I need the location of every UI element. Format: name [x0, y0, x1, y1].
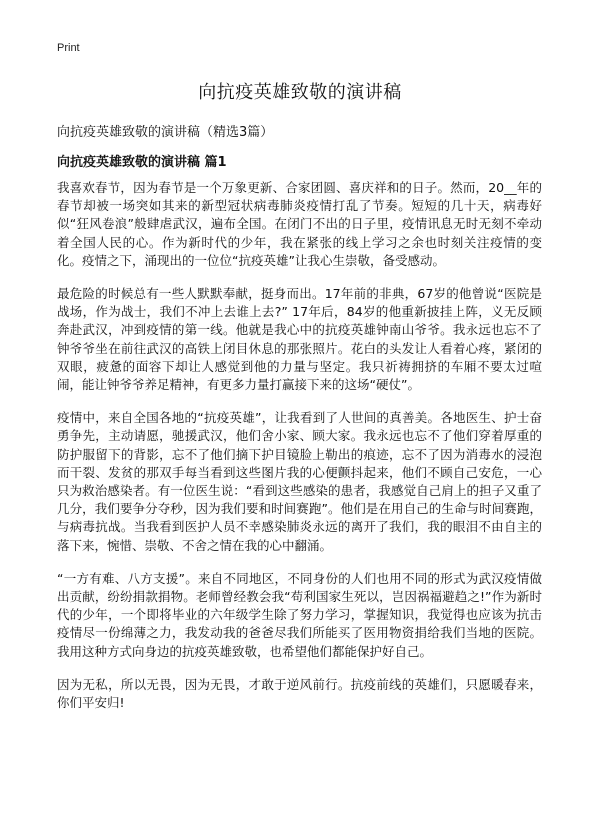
- paragraph: 疫情中，来自全国各地的“抗疫英雄”，让我看到了人世间的真善美。各地医生、护士奋勇争先，主动请愿，驰援武汉，他们舍小家、顾大家。我永远也忘不了他们穿着厚重的防护服留下的背影，忘不了他们摘下护目镜脸上勒出的痕迹，忘不了因为消毒水的浸泡而干裂、发贫的那双手每当看到这些图片我的心便颤抖起来，他们不顾自己安危，一心只为救治感染者。有一位医生说：“看到这些感染的患者，我感觉自己肩上的担子又重了几分，我们要争分夺秒，因为我们要和时间赛跑”。他们是在用自己的生命与时间赛跑，与病毒抗战。当我看到医护人员不幸感染肺炎永远的离开了我们，我的眼泪不由自主的落下来，惋惜、崇敬、不舍之情在我的心中翻涌。: [57, 410, 542, 553]
- paragraph: 我喜欢春节，因为春节是一个万象更新、合家团圆、喜庆祥和的日子。然而，20__年的春节却被一场突如其来的新型冠状病毒肺炎疫情打乱了节奏。短短的几十天，病毒好似“狂风卷浪”般肆虐武汉，遍布全国。在闭门不出的日子里，疫情讯息无时无刻不牵动着全国人民的心。作为新时代的少年，我在紧张的线上学习之余也时刻关注疫情的变化。疫情之下，涌现出的一位位“抗疫英雄”让我心生崇敬，备受感动。: [57, 180, 542, 268]
- document-subtitle: 向抗疫英雄致敬的演讲稿（精选3篇）: [57, 125, 274, 140]
- article-body: [57, 179, 542, 727]
- print-link[interactable]: Print: [57, 42, 80, 54]
- section-heading: 向抗疫英雄致敬的演讲稿 篇1: [57, 155, 227, 170]
- paragraph: 因为无私，所以无畏，因为无畏，才敢于逆风前行。抗疫前线的英雄们，只愿暖春来，你们平安归!: [57, 676, 542, 711]
- page-title: 向抗疫英雄致敬的演讲稿: [198, 82, 402, 103]
- paragraph: “一方有难、八方支援”。来自不同地区，不同身份的人们也用不同的形式为武汉疫情做出贡献，纷纷捐款捐物。老师曾经教会我“苟利国家生死以，岂因祸福避趋之!”作为新时代的少年，一个即将毕业的六年级学生除了努力学习，掌握知识，我觉得也应该为抗击疫情尽一份绵薄之力，我发动我的爸爸尽我们所能买了医用物资捐给我们当地的医院。我用这种方式向身边的抗疫英雄致敬，也希望他们都能保护好自己。: [57, 570, 542, 659]
- paragraph: 最危险的时候总有一些人默默奉献，挺身而出。17年前的非典，67岁的他曾说“医院是战场，作为战士，我们不冲上去谁上去?” 17年后，84岁的他重新披挂上阵，义无反顾奔赴武汉，冲到疫情的第一线。他就是我心中的抗疫英雄钟南山爷爷。我永远也忘不了钟爷爷坐在前往武汉的高铁上闭目休息的那张照片。花白的头发让人看着心疼，紧闭的双眼，疲惫的面容下却让人感觉到他的力量与坚定。我只祈祷拥挤的车厢不要太过喧闹，能让钟爷爷养足精神，有更多力量打赢接下来的这场“硬仗”。: [57, 286, 542, 393]
